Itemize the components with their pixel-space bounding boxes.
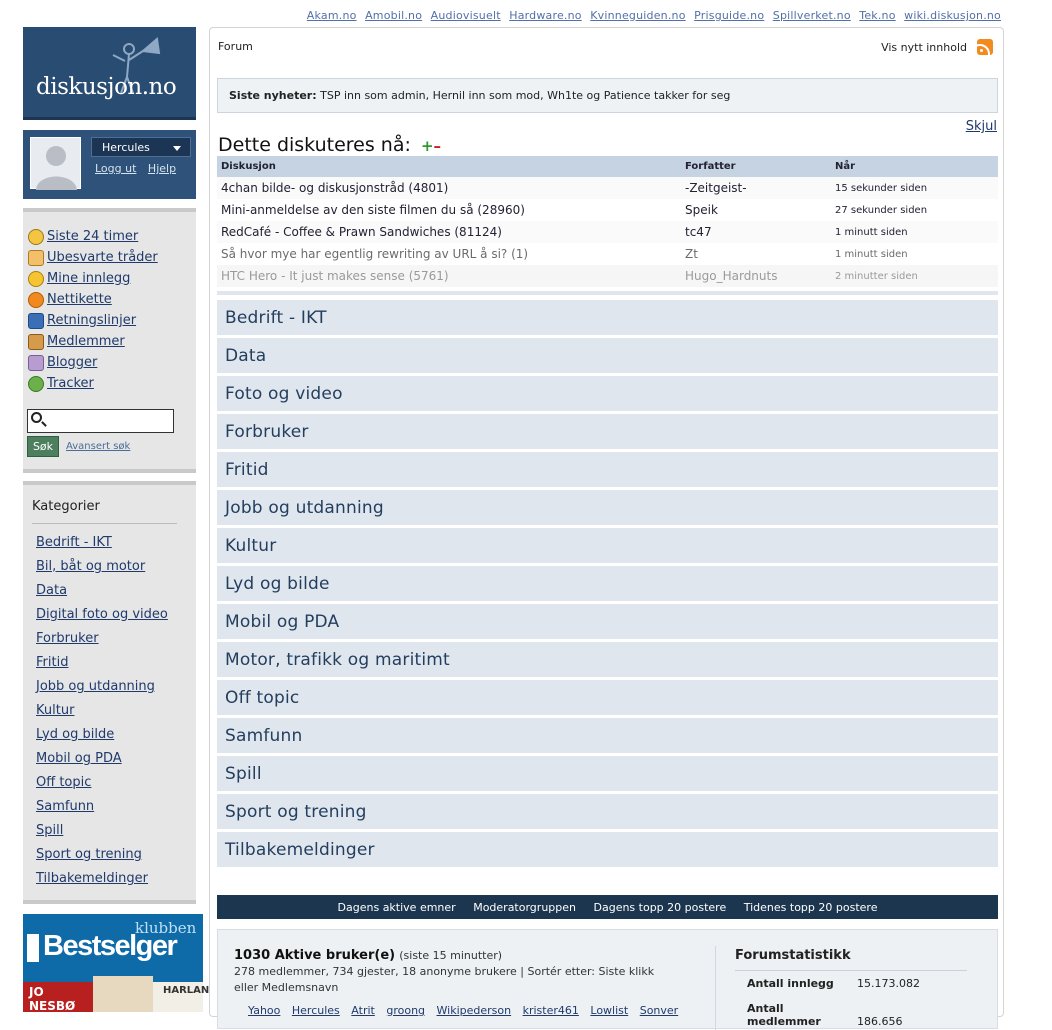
timestamp: 27 sekunder siden [831, 199, 998, 221]
category-link[interactable]: Tilbakemeldinger [36, 871, 149, 886]
stat-label: Antall medlemmer [747, 1002, 821, 1028]
category-link[interactable]: Data [36, 583, 68, 598]
nav-item-netiquette[interactable] [28, 289, 196, 310]
nav-label[interactable]: Tracker [47, 376, 94, 391]
forum-forbruker[interactable]: Forbruker [217, 414, 998, 449]
network-link-akam[interactable]: Akam.no [306, 9, 357, 22]
author-link[interactable]: Zt [681, 243, 831, 265]
column-when: Når [831, 156, 998, 177]
forum-lyd-og-bilde[interactable]: Lyd og bilde [217, 566, 998, 601]
table-row[interactable] [217, 265, 998, 287]
nav-label[interactable]: Ubesvarte tråder [47, 250, 158, 265]
nav-item-blogs[interactable] [28, 352, 196, 373]
logout-link[interactable]: Logg ut [95, 162, 137, 175]
new-content-link[interactable] [881, 39, 993, 55]
network-link-audiovisuelt[interactable]: Audiovisuelt [430, 9, 501, 22]
user-link[interactable]: groong [386, 1004, 426, 1017]
table-header [217, 156, 998, 177]
forum-stat-row [747, 977, 977, 990]
advanced-search-link[interactable]: Avansert søk [66, 441, 131, 452]
network-link-wiki[interactable]: wiki.diskusjon.no [904, 9, 1001, 22]
category-link[interactable]: Fritid [36, 655, 69, 670]
forum-sport-og-trening[interactable]: Sport og trening [217, 794, 998, 829]
nav-label[interactable]: Nettikette [47, 292, 112, 307]
active-users-title [234, 948, 502, 963]
ad-sub: klubben [135, 919, 197, 937]
author-link[interactable]: -Zeitgeist- [681, 177, 831, 199]
nav-item-tracker[interactable] [28, 373, 196, 394]
categories-panel [23, 481, 196, 904]
username: Hercules [102, 141, 150, 154]
ad-badge [27, 934, 39, 962]
news-bar [217, 78, 998, 113]
stat-label: Antall innlegg [747, 977, 834, 990]
nav-item-unanswered[interactable] [28, 247, 196, 268]
nav-item-guidelines[interactable] [28, 310, 196, 331]
stats-link-moderators[interactable]: Moderatorgruppen [473, 901, 576, 914]
bug-icon [28, 376, 44, 392]
network-link-hardware[interactable]: Hardware.no [509, 9, 582, 22]
forum-samfunn[interactable]: Samfunn [217, 718, 998, 753]
timestamp: 15 sekunder siden [831, 177, 998, 199]
user-link[interactable]: Wikipederson [436, 1004, 512, 1017]
minus-icon[interactable]: – [433, 137, 442, 155]
timestamp: 1 minutt siden [831, 243, 998, 265]
nav-label[interactable]: Mine innlegg [47, 271, 131, 286]
chevron-down-icon [173, 146, 181, 151]
network-links [302, 9, 1001, 22]
user-link[interactable]: Hercules [291, 1004, 340, 1017]
forum-motor[interactable]: Motor, trafikk og maritimt [217, 642, 998, 677]
table-row[interactable] [217, 243, 998, 265]
search-field[interactable] [27, 409, 174, 433]
network-link-tek[interactable]: Tek.no [859, 9, 896, 22]
hide-link[interactable]: Skjul [965, 119, 997, 134]
network-link-spillverket[interactable]: Spillverket.no [772, 9, 851, 22]
forum-fritid[interactable]: Fritid [217, 452, 998, 487]
quick-nav [23, 208, 196, 473]
user-link[interactable]: Lowlist [590, 1004, 629, 1017]
nav-label[interactable]: Retningslinjer [47, 313, 137, 328]
forum-data[interactable]: Data [217, 338, 998, 373]
topic-link[interactable]: Mini-anmeldelse av den siste filmen du så (28960) [217, 199, 681, 221]
nav-item-members[interactable] [28, 331, 196, 352]
smiley-icon [28, 271, 44, 287]
category-link[interactable]: Spill [36, 823, 64, 838]
alert-icon [28, 292, 44, 308]
category-link[interactable]: Digital foto og video [36, 607, 168, 622]
user-panel [23, 130, 196, 199]
forum-mobil-og-pda[interactable]: Mobil og PDA [217, 604, 998, 639]
active-users-summary: 278 medlemmer, 734 gjester, 18 anonyme brukere | Sortér etter: Siste klikk eller Medlemsnavn [234, 965, 655, 994]
default-avatar-icon [31, 138, 82, 190]
stat-value: 186.656 [857, 1015, 903, 1028]
ad-brand: Bestselger [43, 930, 177, 962]
help-link[interactable]: Hjelp [147, 162, 177, 175]
search-icon [31, 412, 42, 423]
new-content-label[interactable]: Vis nytt innhold [881, 40, 967, 54]
forum-stats-title: Forumstatistikk [735, 948, 851, 963]
topic-link[interactable]: Så hvor mye har egentlig rewriting av URL å si? (1) [217, 243, 681, 265]
nav-item-last-24h[interactable] [28, 226, 196, 247]
timestamp: 2 minutter siden [831, 265, 998, 287]
table-row[interactable] [217, 199, 998, 221]
forum-jobb-og-utdanning[interactable]: Jobb og utdanning [217, 490, 998, 525]
search-button[interactable]: Søk [27, 436, 59, 457]
user-link[interactable]: Atrit [351, 1004, 375, 1017]
author-link[interactable]: tc47 [681, 221, 831, 243]
column-author: Forfatter [681, 156, 831, 177]
divider [735, 970, 967, 971]
divider [217, 291, 998, 295]
ad-book-2 [93, 976, 153, 1012]
timestamp: 1 minutt siden [831, 221, 998, 243]
network-link-amobil[interactable]: Amobil.no [365, 9, 423, 22]
forum-bedrift-ikt[interactable]: Bedrift - IKT [217, 300, 998, 335]
forum-stat-row [747, 1002, 977, 1028]
author-link[interactable]: Hugo_Hardnuts [681, 265, 831, 287]
divider [32, 523, 177, 524]
topic-link[interactable]: 4chan bilde- og diskusjonstråd (4801) [217, 177, 681, 199]
site-logo[interactable] [23, 27, 196, 120]
user-link[interactable]: krister461 [522, 1004, 579, 1017]
author-link[interactable]: Speik [681, 199, 831, 221]
clock-icon [28, 229, 44, 245]
ad-book-1: JO NESBØ [23, 982, 93, 1012]
stat-value: 15.173.082 [857, 977, 920, 990]
category-link[interactable]: Jobb og utdanning [36, 679, 155, 694]
stats-link-today-top20[interactable]: Dagens topp 20 postere [593, 901, 727, 914]
stats-link-alltime-top20[interactable]: Tidenes topp 20 postere [743, 901, 878, 914]
ad-book-3: HARLAN [153, 982, 203, 1012]
stats-nav-bar [217, 895, 998, 919]
category-link[interactable]: Bil, båt og motor [36, 559, 146, 574]
stats-panel [217, 929, 998, 1029]
user-links [95, 162, 184, 175]
table-row[interactable] [217, 177, 998, 199]
logo-text: diskusjon.no [36, 74, 177, 100]
forum-tilbakemeldinger[interactable]: Tilbakemeldinger [217, 832, 998, 867]
forum-spill[interactable]: Spill [217, 756, 998, 791]
nav-label[interactable]: Blogger [47, 355, 98, 370]
forum-foto-og-video[interactable]: Foto og video [217, 376, 998, 411]
category-link[interactable]: Forbruker [36, 631, 99, 646]
main-content [209, 27, 1004, 1028]
category-link[interactable]: Samfunn [36, 799, 95, 814]
category-link[interactable]: Kultur [36, 703, 75, 718]
category-link[interactable]: Lyd og bilde [36, 727, 115, 742]
network-link-prisguide[interactable]: Prisguide.no [694, 9, 765, 22]
category-link[interactable]: Mobil og PDA [36, 751, 122, 766]
discussions-title [218, 134, 441, 156]
forum-list [217, 300, 998, 870]
user-menu-button[interactable] [91, 137, 191, 157]
discussions-title-text: Dette diskuteres nå: [218, 134, 411, 156]
search-input[interactable] [48, 412, 168, 430]
members-icon [28, 334, 44, 350]
news-text: TSP inn som admin, Hernil inn som mod, Wh1te og Patience takker for seg [320, 89, 731, 102]
categories-title: Kategorier [32, 499, 100, 514]
column-topic: Diskusjon [217, 156, 681, 177]
plus-icon[interactable]: + [420, 137, 434, 155]
active-users-period: (siste 15 minutter) [399, 949, 503, 962]
category-link[interactable]: Sport og trening [36, 847, 142, 862]
user-link[interactable]: Sonver [639, 1004, 679, 1017]
nav-label[interactable]: Siste 24 timer [47, 229, 139, 244]
category-link[interactable]: Off topic [36, 775, 92, 790]
user-link[interactable]: Yahoo [248, 1004, 281, 1017]
avatar[interactable] [30, 137, 81, 189]
news-label: Siste nyheter: [229, 89, 317, 102]
active-users-list [248, 1004, 686, 1017]
divider [715, 946, 716, 1030]
topic-link[interactable]: HTC Hero - It just makes sense (5761) [217, 265, 681, 287]
nav-label[interactable]: Medlemmer [47, 334, 125, 349]
breadcrumb[interactable]: Forum [218, 40, 253, 53]
forum-kultur[interactable]: Kultur [217, 528, 998, 563]
active-users-count[interactable]: 1030 Aktive bruker(e) [234, 948, 396, 963]
category-link[interactable]: Bedrift - IKT [36, 535, 112, 550]
active-discussions-table [217, 156, 998, 287]
advertisement-banner[interactable] [23, 914, 210, 1013]
forum-off-topic[interactable]: Off topic [217, 680, 998, 715]
stats-link-today-topics[interactable]: Dagens aktive emner [337, 901, 456, 914]
rss-icon[interactable] [977, 39, 993, 55]
table-row[interactable] [217, 221, 998, 243]
topic-link[interactable]: RedCafé - Coffee & Prawn Sandwiches (81124) [217, 221, 681, 243]
expand-collapse-controls [421, 137, 441, 155]
network-link-kvinneguiden[interactable]: Kvinneguiden.no [590, 9, 686, 22]
nav-item-my-posts[interactable] [28, 268, 196, 289]
accessibility-icon [28, 313, 44, 329]
envelope-icon [28, 250, 44, 266]
blog-icon [28, 355, 44, 371]
